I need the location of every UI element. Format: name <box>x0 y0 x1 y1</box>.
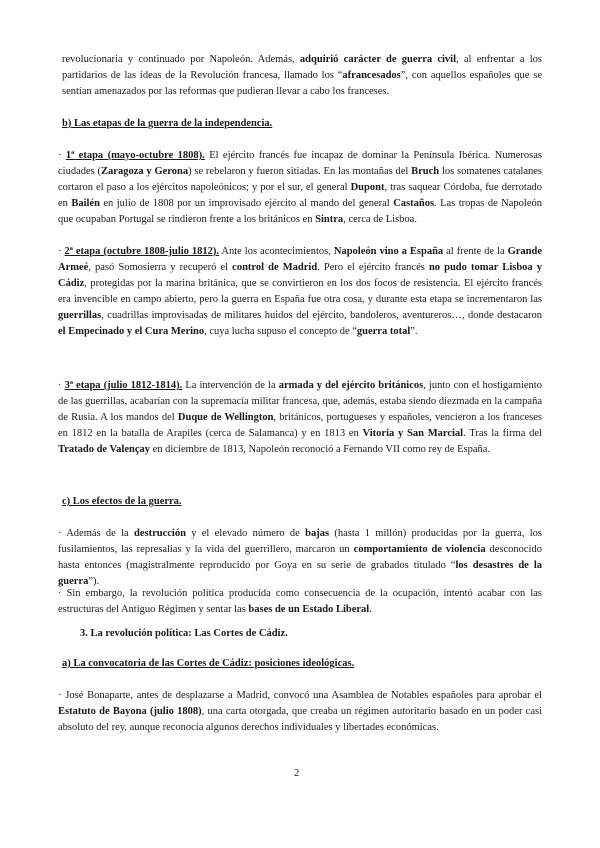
bold-text: Tratado de Valençay <box>58 444 150 455</box>
intro-paragraph <box>62 52 542 100</box>
text: ”. <box>410 326 418 337</box>
bold-text: Duque de Wellington <box>177 412 274 423</box>
stage-3-paragraph <box>58 378 542 458</box>
text: (hasta 1 millón) producidas por la guerra, los fusilamientos, las represalias y la vida del guerrillero, marcaron un <box>58 528 542 555</box>
stage-title: 3ª etapa (julio 1812-1814). <box>64 380 183 391</box>
bold-text: destrucción <box>134 528 186 539</box>
text: El ejército francés fue incapaz de dominar la Península Ibérica. Numerosas ciudades ( <box>58 150 542 177</box>
text: , cuya lucha supuso el concepto de “ <box>204 326 357 337</box>
text: y el elevado número de <box>185 528 306 539</box>
cortes-paragraph <box>58 688 542 736</box>
bullet: · <box>58 528 67 539</box>
bold-text: afrancesados <box>342 70 401 81</box>
text: . Tras la firma del <box>463 428 542 439</box>
text: , pasó Somosierra y recuperó el <box>88 262 233 273</box>
bold-text: Vitoria y San Marcial <box>362 428 464 439</box>
text: Sin embargo, la revolución política producida como consecuencia de la ocupación, intentó acabar con las estructuras del Antiguo Régimen y sentar las <box>58 588 542 615</box>
bold-text: guerra total <box>356 326 411 337</box>
text: , británicos, portugueses y españoles, vencieron a los franceses en 1812 en la batalla de Arapiles (cerca de Salamanca) y en 1813 en <box>58 412 542 439</box>
bullet: · <box>58 380 65 391</box>
stage-title: 2ª etapa (octubre 1808-julio 1812). <box>64 246 220 257</box>
text: revolucionaria y continuado por Napoleón. Además, <box>62 54 300 65</box>
effects-paragraph-1 <box>58 526 542 590</box>
bold-text: armada y del ejército británicos <box>278 380 424 391</box>
section-b-heading: b) Las etapas de la guerra de la independencia. <box>62 118 273 129</box>
text: ”). <box>88 576 100 587</box>
text: ) se rebelaron y fueron sitiadas. En las montañas del <box>188 166 412 177</box>
text: . Pero el ejército francés <box>317 262 429 273</box>
stage-2-paragraph <box>58 244 542 340</box>
bold-text: comportamiento de violencia <box>353 544 486 555</box>
bullet: · <box>58 690 66 701</box>
text: Ante los acontecimientos, <box>219 246 334 257</box>
text: . <box>369 604 372 615</box>
text: Además de la <box>66 528 134 539</box>
bold-text: bajas <box>305 528 330 539</box>
bold-text: Dupont <box>350 182 385 193</box>
section-3-title: 3. La revolución política: Las Cortes de Cádiz. <box>80 628 288 639</box>
effects-paragraph-2 <box>58 586 542 618</box>
text: , cerca de Lisboa. <box>343 214 417 225</box>
stage-1-paragraph <box>58 148 542 228</box>
bullet: · <box>58 246 65 257</box>
text: , al enfrentar a los partidarios de las ideas de la Revolución francesa, llamado los “ <box>62 54 543 81</box>
bold-text: Zaragoza y Gerona <box>101 166 189 177</box>
text: . Las tropas de Napoleón que ocupaban Portugal se rindieron frente a los británicos en <box>58 198 542 225</box>
page-number: 2 <box>294 768 300 779</box>
section-a-heading: a) La convocatoria de las Cortes de Cádiz: posiciones ideológicas. <box>62 658 355 669</box>
text: desconocido hasta entonces (magistralmente reproducido por Goya en su serie de grabados titulado “ <box>58 544 542 571</box>
bold-text: guerrillas <box>58 310 102 321</box>
bold-text: no pudo tomar Lisboa y Cádiz <box>58 262 543 289</box>
text: , una carta otorgada, que creaba un régimen autoritario basado en un poder casi absoluto del rey, aunque reconocía algunos derechos individuales y libertades económicas. <box>58 706 542 733</box>
text: ”, con aquellos españoles que se sentían amenazados por las reformas que pudieran llevar a cabo los franceses. <box>62 70 542 97</box>
bullet: · <box>58 150 66 161</box>
bold-text: adquirió carácter de guerra civil <box>299 54 457 65</box>
bold-text: Napoleón vino a España <box>333 246 444 257</box>
text: , tras saquear Córdoba, fue derrotado en <box>58 182 542 209</box>
bold-text: bases de un Estado Liberal <box>248 604 370 615</box>
text: La intervención de la <box>182 380 279 391</box>
bullet: · <box>58 588 67 599</box>
stage-title: 1ª etapa (mayo-octubre 1808). <box>65 150 205 161</box>
text: , protegidas por la marina británica, que se convirtieron en los dos focos de resistencia. El ejército francés era invencible en campo abierto, pero la guerra en España fue otra cosa, y durante esta etapa se incrementaron las <box>58 278 542 305</box>
text: en julio de 1808 por un improvisado ejército al mando del general <box>99 198 394 209</box>
bold-text: Estatuto de Bayona (julio 1808) <box>58 706 202 717</box>
text: , cuadrillas improvisadas de militares huidos del ejército, bandoleros, aventureros…, donde destacaron <box>101 310 542 321</box>
bold-text: Bruch <box>411 166 440 177</box>
text: al frente de la <box>443 246 508 257</box>
text: José Bonaparte, antes de desplazarse a Madrid, convocó una Asamblea de Notables españoles para aprobar el <box>65 690 543 701</box>
text: en diciembre de 1813, Napoleón reconoció a Fernando VII como rey de España. <box>149 444 491 455</box>
bold-text: control de Madrid <box>232 262 318 273</box>
bold-text: Grande Armeé <box>58 246 543 273</box>
text: , junto con el hostigamiento de las guerrillas, acabarían con la supremacía militar francesa, que, además, estaba siendo diezmada en la campaña de Rusia. A los mandos del <box>58 380 542 423</box>
bold-text: Sintra <box>315 214 344 225</box>
bold-text: el Empecinado y el Cura Merino <box>58 326 205 337</box>
bold-text: Bailén <box>71 198 100 209</box>
bold-text: los desastres de la guerra <box>58 560 542 587</box>
section-c-heading: c) Los efectos de la guerra. <box>62 496 182 507</box>
bold-text: Castaños <box>393 198 435 209</box>
text: los somatenes catalanes cortaron el paso a los ejércitos napoleónicos; y por el sur, el general <box>58 166 542 193</box>
